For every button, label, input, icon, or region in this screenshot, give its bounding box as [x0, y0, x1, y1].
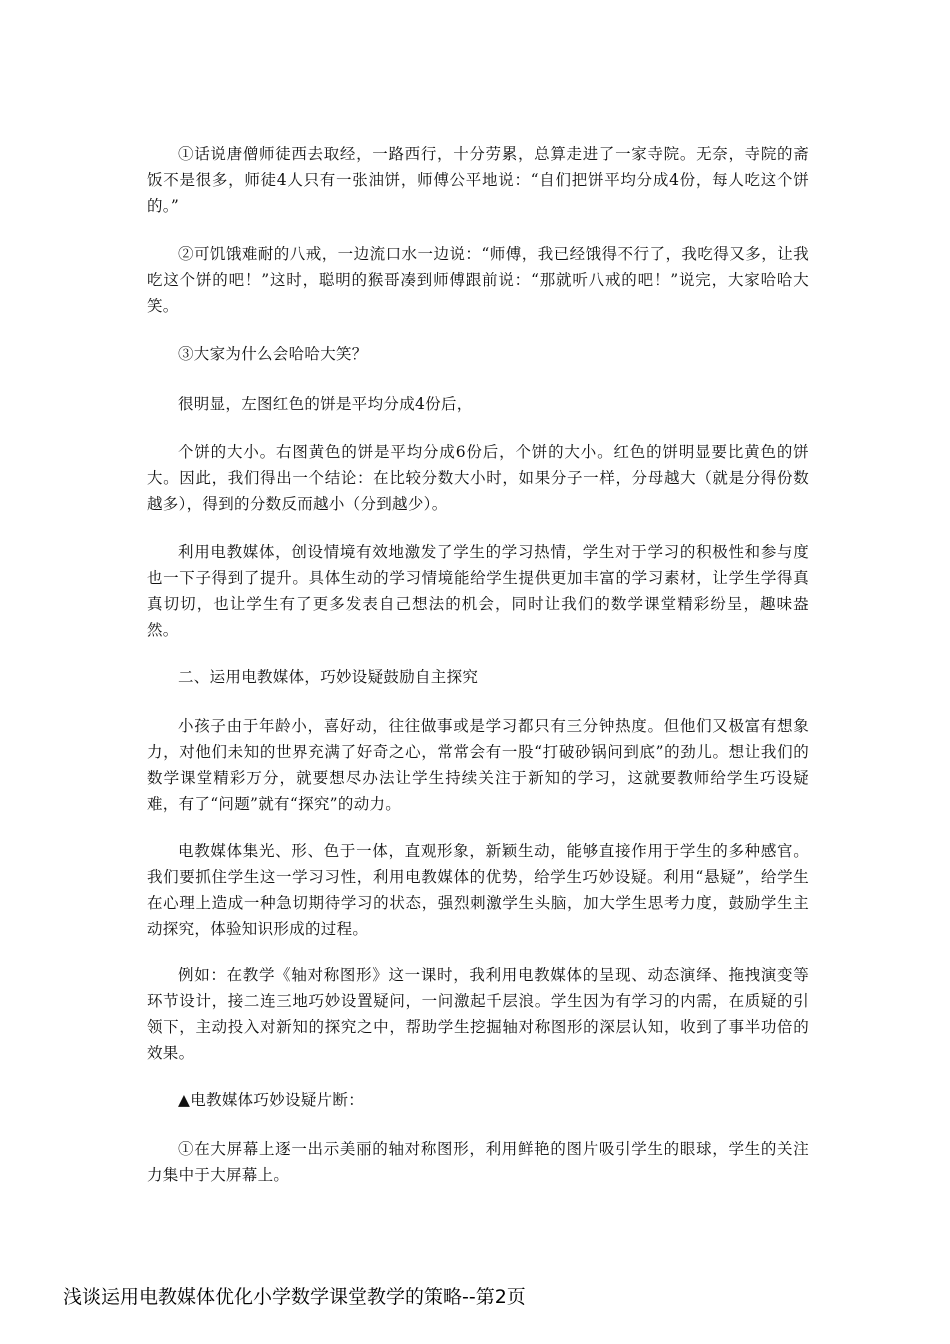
page-footer: 浅谈运用电教媒体优化小学数学课堂教学的策略--第2页: [63, 1286, 526, 1308]
paragraph-5: 个饼的大小。右图黄色的饼是平均分成6份后，个饼的大小。红色的饼明显要比黄色的饼大。因此，我们得出一个结论：在比较分数大小时，如果分子一样，分母越大（就是分得份数越多），得到的分数反而越小（分到越少）。: [147, 443, 809, 513]
paragraph-4: 很明显，左图红色的饼是平均分成4份后，: [178, 395, 473, 413]
paragraph-8: 电教媒体集光、形、色于一体，直观形象，新颖生动，能够直接作用于学生的多种感官。我们要抓住学生这一学习习性，利用电教媒体的优势，给学生巧妙设疑。利用“悬疑”，给学生在心理上造成一种急切期待学习的状态，强烈刺激学生头脑，加大学生思考力度，鼓励学生主动探究，体验知识形成的过程。: [147, 842, 809, 938]
section-heading: 二、运用电教媒体，巧妙设疑鼓励自主探究: [178, 668, 479, 686]
paragraph-11: ①在大屏幕上逐一出示美丽的轴对称图形，利用鲜艳的图片吸引学生的眼球，学生的关注力集中于大屏幕上。: [147, 1140, 809, 1184]
paragraph-3: ③大家为什么会哈哈大笑？: [178, 345, 368, 363]
paragraph-6: 利用电教媒体，创设情境有效地激发了学生的学习热情，学生对于学习的积极性和参与度也一下子得到了提升。具体生动的学习情境能给学生提供更加丰富的学习素材，让学生学得真真切切，也让学生有了更多发表自己想法的机会，同时让我们的数学课堂精彩纷呈，趣味盎然。: [147, 543, 809, 639]
paragraph-9: 例如：在教学《轴对称图形》这一课时，我利用电教媒体的呈现、动态演绎、拖拽演变等环节设计，接二连三地巧妙设置疑问，一问激起千层浪。学生因为有学习的内需，在质疑的引领下，主动投入对新知的探究之中，帮助学生挖掘轴对称图形的深层认知，收到了事半功倍的效果。: [147, 966, 809, 1062]
paragraph-2: ②可饥饿难耐的八戒，一边流口水一边说：“师傅，我已经饿得不行了，我吃得又多，让我吃这个饼的吧！”这时，聪明的猴哥凑到师傅跟前说：“那就听八戒的吧！”说完，大家哈哈大笑。: [147, 245, 809, 315]
paragraph-10: ▲电教媒体巧妙设疑片断：: [178, 1091, 365, 1109]
paragraph-1: ①话说唐僧师徒西去取经，一路西行，十分劳累，总算走进了一家寺院。无奈，寺院的斋饭不是很多，师徒4人只有一张油饼，师傅公平地说：“自们把饼平均分成4份，每人吃这个饼的。”: [147, 145, 809, 215]
paragraph-7: 小孩子由于年龄小，喜好动，往往做事或是学习都只有三分钟热度。但他们又极富有想象力，对他们未知的世界充满了好奇之心，常常会有一股“打破砂锅问到底”的劲儿。想让我们的数学课堂精彩万分，就要想尽办法让学生持续关注于新知的学习，这就要教师给学生巧设疑难，有了“问题”就有“探究”的动力。: [147, 717, 809, 813]
